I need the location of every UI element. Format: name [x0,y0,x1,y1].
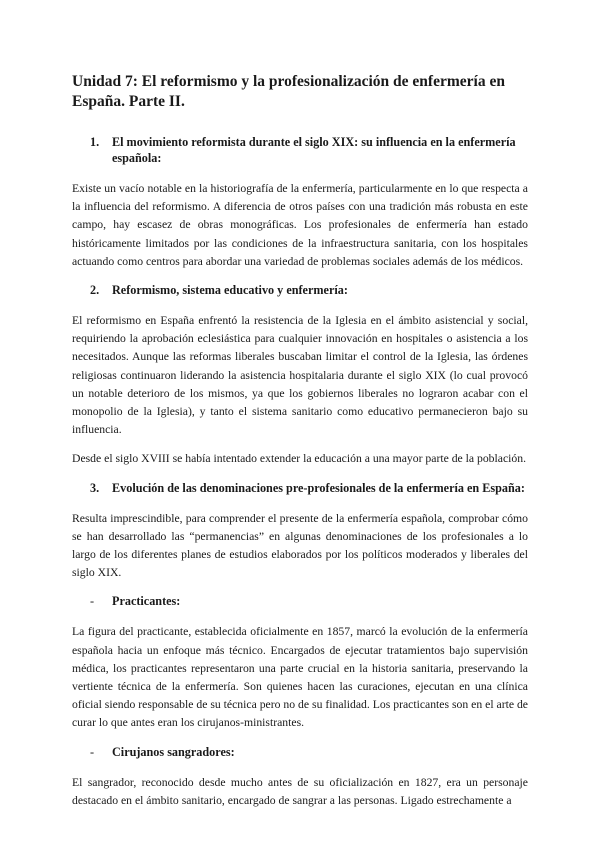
section-heading-text: Reformismo, sistema educativo y enfermería: [112,283,348,298]
paragraph: El reformismo en España enfrentó la resistencia de la Iglesia en el ámbito asistencial y social, requiriendo la aprobación eclesiástica para cualquier innovación en hospitales o asistencia a los necesitados. Aunque las reformas liberales buscaban limitar el control de la Iglesia, las órdenes religiosas continuaron liderando la asistencia hospitalaria durante el siglo XIX (lo cual provocó un notable deterioro de los mismos, ya que los gobiernos liberales no lograron acabar con el monopolio de la Iglesia), y tanto el sistema sanitario como educativo permanecieron bajo su influencia. [72,314,528,437]
document-title: Unidad 7: El reformismo y la profesionalización de enfermería en España. Parte II. [72,73,505,110]
section-heading-text: Evolución de las denominaciones pre-profesionales de la enfermería en España: [112,480,525,495]
subsection-heading-text: Practicantes: [112,594,181,609]
list-dash: - [90,744,95,759]
paragraph: La figura del practicante, establecida oficialmente en 1857, marcó la evolución de la enfermería española hacia un enfoque más técnico. Encargados de ejecutar tratamientos bajo supervisión médica, los practicantes representaron una parte crucial en la historia sanitaria, preservando la vertiente técnica de la enfermería. Son quienes hacen las curaciones, ejecutan en una clínica oficial siendo responsable de su técnica pero no de su finalidad. Los practicantes son en el arte de curar lo que antes eran los cirujanos-ministrantes. [72,625,528,730]
subsection-heading-cirujanos [90,744,528,760]
paragraph: Existe un vacío notable en la historiografía de la enfermería, particularmente en lo que respecta a la influencia del reformismo. A diferencia de otros países con una tradición más robusta en este campo, hay escasez de obras monográficas. Los profesionales de enfermería han estado históricamente limitados por las condiciones de la infraestructura sanitaria, con los hospitales actuando como centros para abordar una variedad de problemas sociales además de los médicos. [72,182,528,268]
list-dash: - [90,594,95,609]
subsection-heading-text: Cirujanos sangradores: [112,744,235,759]
section-number: 3. [90,480,100,495]
section-heading-3 [90,480,528,496]
section-number: 2. [90,283,100,298]
paragraph: Resulta imprescindible, para comprender el presente de la enfermería española, comprobar cómo se han desarrollado las “permanencias” en algunas denominaciones de los profesionales a lo largo de los diferentes planes de estudios elaborados por los políticos moderados y liberales del siglo XIX. [72,511,528,580]
section-heading-2 [90,282,528,298]
section-heading-1 [90,134,528,166]
section-number: 1. [90,135,100,149]
section-heading-text: El movimiento reformista durante el siglo XIX: su influencia en la enfermería española: [112,135,516,165]
subsection-heading-practicantes [90,593,528,609]
paragraph: Desde el siglo XVIII se había intentado extender la educación a una mayor parte de la población. [72,452,527,466]
paragraph: El sangrador, reconocido desde mucho antes de su oficialización en 1827, era un personaje destacado en el ámbito sanitario, encargado de sangrar a las personas. Ligado estrechamente a [72,775,528,807]
